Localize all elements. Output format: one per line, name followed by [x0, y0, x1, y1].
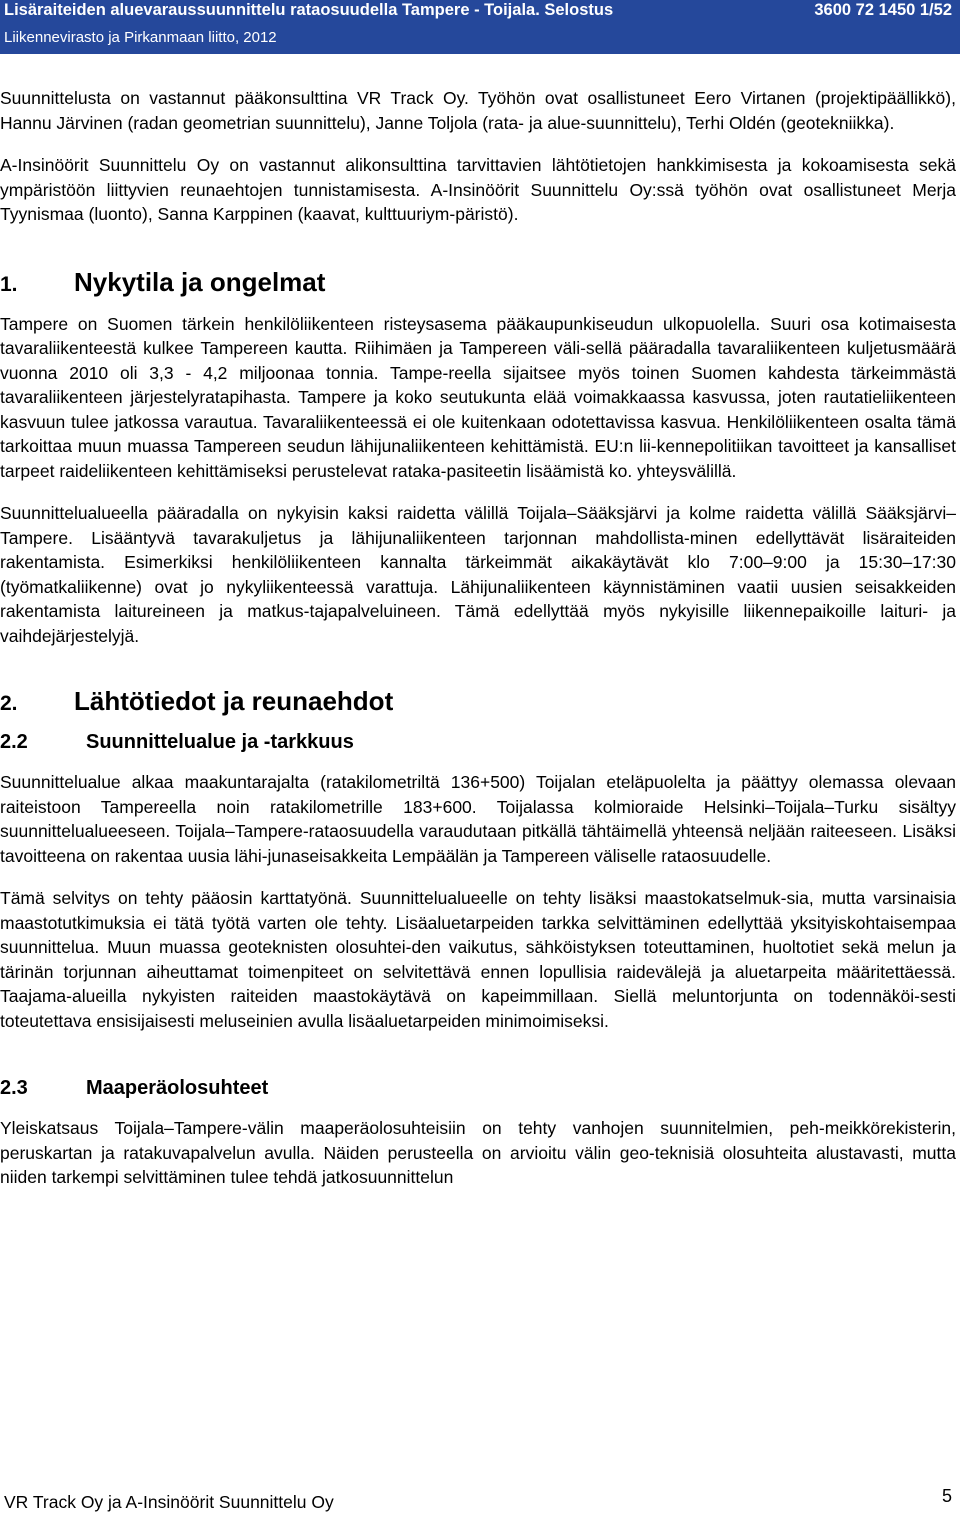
section-1-title: Nykytila ja ongelmat	[74, 266, 326, 297]
section-2-3-number: 2.3	[0, 1077, 28, 1099]
section-2-2-paragraph-2: Tämä selvitys on tehty pääosin karttatyönä. Suunnittelualueelle on tehty lisäksi maastokatselmuk-sia, mutta varsinaisia maastotutkimuksia ei tätä työtä varten ole tehty. Lisäaluetarpeiden tarkka selvittäminen edellyttää yksityiskohtaisempaa suunnittelua. Muun muassa geoteknisten olosuhtei-den vaikutus, sähköistyksen toteuttaminen, huoltotiet sekä melun ja tärinän torjunnan aiheuttamat toimenpiteet on selvitettävä ennen lopullisia raidevälejä ja aluetarpeita määritettäessä. Taajama-alueilla nykyisten raiteiden maastokäytävä on kapeimmillaan. Siellä meluntorjunta on todennäköi-sesti toteutettava ensisijaisesti meluseinien avulla lisäaluetarpeiden minimoimiseksi.	[0, 888, 956, 1031]
intro-paragraph-2: A-Insinöörit Suunnittelu Oy on vastannut alikonsulttina tarvittavien lähtötietojen hankkimisesta ja kokoamisesta sekä ympäristöön liittyvien reunaehtojen tunnistamisesta. A-Insinöörit Suunnittelu Oy:ssä työhön ovat osallistuneet Merja Tyynismaa (luonto), Sanna Karppinen (kaavat, kulttuuriym-päristö).	[0, 155, 956, 224]
footer-company: VR Track Oy ja A-Insinöörit Suunnittelu Oy	[4, 1492, 334, 1512]
section-2-2-title: Suunnittelualue ja -tarkkuus	[86, 731, 354, 753]
document-title: Lisäraiteiden aluevaraussuunnittelu rataosuudella Tampere - Toijala. Selostus	[4, 1, 614, 19]
document-code: 3600 72 1450 1/52	[814, 1, 952, 19]
document-subtitle: Liikennevirasto ja Pirkanmaan liitto, 2012	[4, 29, 277, 46]
section-1-number: 1.	[0, 272, 18, 296]
section-2-3-paragraph-1: Yleiskatsaus Toijala–Tampere-välin maaperäolosuhteisiin on tehty vanhojen suunnitelmien, peh-meikkörekisterin, peruskartan ja ratakuvapalvelun avulla. Näiden perusteella on arvioitu välin geo-teknisiä olosuhteita alustavasti, mutta niiden tarkempi selvittäminen tulee tehdä jatkosuunnittelun	[0, 1118, 956, 1187]
intro-paragraph-1: Suunnittelusta on vastannut pääkonsulttina VR Track Oy. Työhön ovat osallistuneet Eero Virtanen (projektipäällikkö), Hannu Järvinen (radan geometrian suunnittelu), Janne Toljola (rata- ja alue-suunnittelu), Terhi Oldén (geotekniikka).	[0, 88, 956, 133]
page-number: 5	[941, 1486, 952, 1506]
section-2-2-paragraph-1: Suunnittelualue alkaa maakuntarajalta (ratakilometriltä 136+500) Toijalan eteläpuolelta ja päättyy olemassa olevaan raiteistoon Tampereella noin ratakilometrille 183+600. Toijalassa kolmioraide Helsinki–Toijala–Turku sisältyy suunnittelualueeseen. Toijala–Tampere-rataosuudella varaudutaan pitkällä tähtäimellä yhteensä neljään raiteeseen. Lisäksi tavoitteena on rakentaa uusia lähi-junaseisakkeita Lempäälän ja Tampereen väliselle rataosuudelle.	[0, 772, 956, 866]
section-2-2-heading	[0, 731, 960, 754]
section-2-3-title: Maaperäolosuhteet	[86, 1077, 269, 1099]
section-2-number: 2.	[0, 692, 18, 715]
section-2-title: Lähtötiedot ja reunaehdot	[74, 686, 394, 716]
section-2-3-heading	[0, 1077, 960, 1100]
section-1-heading	[0, 267, 960, 298]
page-content	[0, 86, 960, 1190]
section-2-heading	[0, 686, 960, 717]
section-1-paragraph-1: Tampere on Suomen tärkein henkilöliikenteen risteysasema pääkaupunkiseudun ulkopuolella. Suuri osa kotimaisesta tavaraliikenteestä kulkee Tampereen kautta. Riihimäen ja Tampereen väli-sellä pääradalla tavaraliikenteen kuljetusmäärä vuonna 2010 oli 3,3 - 4,2 miljoonaa tonnia. Tampe-reella sijaitsee myös toinen Suomen kahdesta tärkeimmästä tavaraliikenteen järjestelyratapihasta. Tampere ja koko seutukunta elää voimakkaassa kasvussa, joten rautatieliikenteen kasvuun tulee jatkossa varautua. Tavaraliikenteessä ei ole kuitenkaan odotettavissa kasvua. Henkilöliikenteen osalta tämä tarkoittaa muun muassa Tampereen seudun lähijunaliikenteen kehittämistä. EU:n lii-kennepolitiikan tavoitteet ja kansalliset tarpeet raideliikenteen kehittämiseksi perustelevat rataka-pasiteetin lisäämistä ko. yhteysvälillä.	[0, 313, 956, 481]
page-header	[0, 0, 960, 54]
section-1-paragraph-2: Suunnittelualueella pääradalla on nykyisin kaksi raidetta välillä Toijala–Sääksjärvi ja kolme raidetta välillä Sääksjärvi–Tampere. Lisääntyvä tavarakuljetus ja lähijunaliikenteen tarjonnan mahdollista-minen edellyttävät lisäraiteiden rakentamista. Esimerkiksi henkilöliikenteen kannalta tärkeimmät aikakäytävät klo 7:00–9:00 ja 15:30–17:30 (työmatkaliikenne) ovat jo nykyliikenteessä varattuja. Lähijunaliikenteen käynnistäminen vaatii uusien seisakkeiden rakentamista laitureineen ja matkus-tajapalveluineen. Tämä edellyttää myös nykyisille liikennepaikoille laituri- ja vaihdejärjestelyjä.	[0, 503, 956, 646]
section-2-2-number: 2.2	[0, 731, 28, 753]
